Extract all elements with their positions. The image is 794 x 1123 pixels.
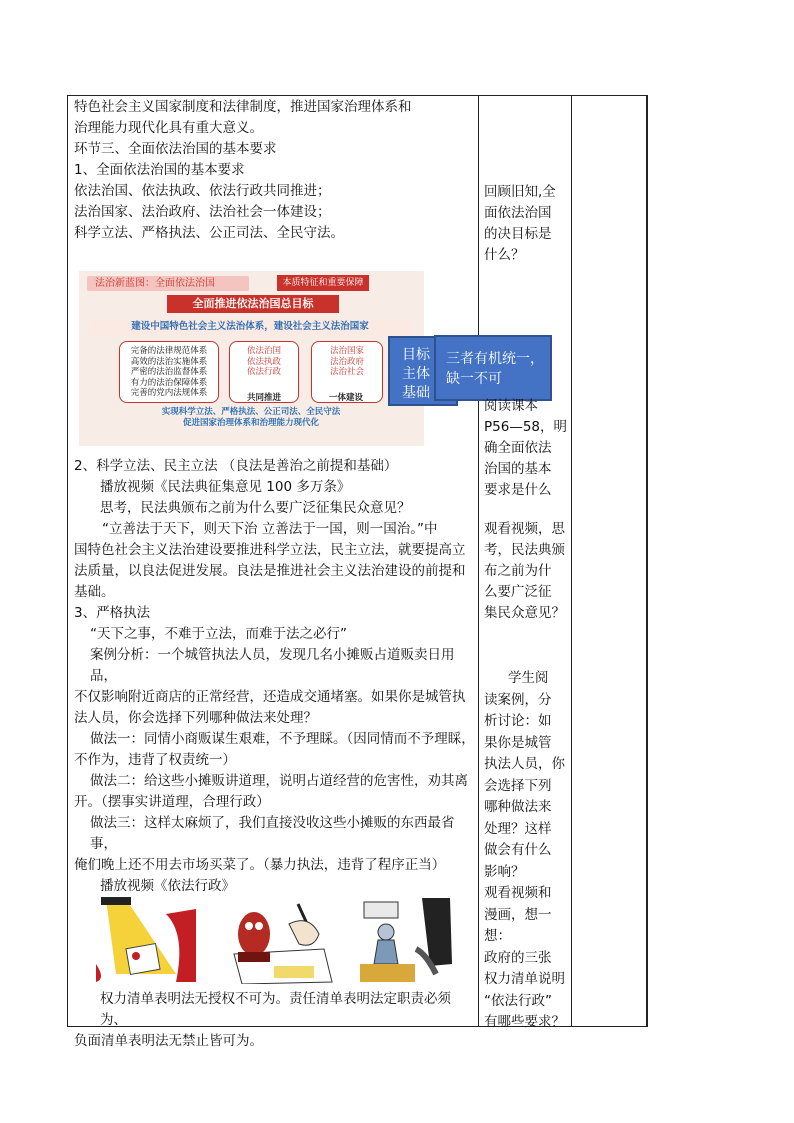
diagram-goal: 全面推进依法治国总目标 bbox=[167, 295, 339, 313]
activity-line: 析讨论：如 bbox=[484, 713, 552, 729]
diagram-box-systems bbox=[119, 341, 219, 403]
activity-line: 什么？ bbox=[484, 247, 525, 263]
activity-line: 的决目标是 bbox=[484, 226, 552, 242]
section-heading: 环节三、全面依法治国的基本要求 bbox=[74, 141, 277, 157]
overlay-text: 主体 bbox=[402, 366, 430, 382]
activity-line: 确全面依法 bbox=[484, 440, 552, 456]
diagram-tag: 本质特征和重要保障 bbox=[277, 275, 369, 291]
diagram-text: 完备的法律规范体系 bbox=[130, 346, 208, 356]
diagram-text: 法治政府 bbox=[329, 356, 364, 367]
diagram-footer bbox=[91, 407, 411, 429]
overlay-text: 缺一不可 bbox=[446, 371, 502, 387]
activity-line: 政府的三张 bbox=[484, 949, 552, 966]
activity-line: 阅读课本 bbox=[484, 398, 538, 414]
quote: “天下之事，不难于立法，而难于法之必行” bbox=[90, 626, 347, 642]
activity-line: “依法行政” bbox=[484, 992, 552, 1009]
diagram-text: 高效的法治实施体系 bbox=[130, 356, 208, 367]
text-line: 法治国家、法治政府、法治社会一体建设； bbox=[74, 204, 331, 220]
text-line: 负面清单表明法无禁止皆可为。 bbox=[74, 1033, 263, 1049]
text-line: 案例分析：一个城管执法人员，发现几名小摊贩占道贩卖日用品， bbox=[90, 647, 455, 684]
text-line: 法质量，以良法促进发展。良法是推进社会主义法治建设的前提和 bbox=[74, 563, 466, 579]
overlay-text: 目标 bbox=[402, 347, 430, 363]
text-line: 不仅影响附近商店的正常经营，还造成交通堵塞。如果你是城管执 bbox=[74, 689, 466, 705]
column-divider bbox=[646, 96, 647, 1026]
overlay-text: 基础 bbox=[402, 385, 430, 401]
activity-line: 集民众意见？ bbox=[484, 605, 565, 621]
activity-line: 做会有什么 bbox=[484, 842, 552, 858]
activity-line: 面依法治国 bbox=[484, 205, 552, 221]
diagram-label: 共同推进 bbox=[247, 393, 282, 403]
activity-line: 么要广泛征 bbox=[484, 584, 552, 600]
activity-line: P56—58，明 bbox=[484, 419, 567, 435]
text-line: 法人员，你会选择下列哪种做法来处理？ bbox=[74, 710, 317, 726]
diagram-text: 依法行政 bbox=[246, 367, 281, 377]
activity-line: 回顾旧知,全 bbox=[484, 184, 556, 200]
diagram-text: 有力的法治保障体系 bbox=[130, 377, 208, 388]
activity-line: 会选择下列 bbox=[484, 777, 552, 794]
text-line: 开。（摆事实讲道理，合理行政） bbox=[74, 794, 270, 810]
activity-line: 考，民法典颁 bbox=[484, 542, 565, 558]
text-line: 特色社会主义国家制度和法律制度，推进国家治理体系和 bbox=[74, 99, 412, 115]
activity-line: 漫画，想一想： bbox=[484, 906, 552, 944]
diagram-label: 一体建设 bbox=[329, 393, 364, 403]
diagram-text: 完善的党内法规体系 bbox=[130, 388, 208, 398]
text-line: 做法一：同情小商贩谋生艰难，不予理睬。（因同情而不予理睬， bbox=[90, 731, 475, 747]
text-line: 权力清单表明法无授权不可为。责任清单表明法定职责必须为、 bbox=[100, 991, 451, 1028]
text-line: 基础。 bbox=[74, 584, 115, 600]
overlay-text: 三者有机统一， bbox=[446, 351, 544, 367]
text-line: 播放视频《民法典征集意见 100 多万条》 bbox=[100, 479, 351, 495]
diagram-text: 促进国家治理体系和治理能力现代化 bbox=[182, 418, 319, 428]
diagram-header: 法治新蓝图：全面依法治国 bbox=[87, 276, 249, 291]
text-line: 做法二：给这些小摊贩讲道理，说明占道经营的危害性，劝其离 bbox=[90, 773, 468, 789]
text-line: 俺们晚上还不用去市场买菜了。（暴力执法，违背了程序正当） bbox=[74, 857, 446, 873]
text-line: 做法三：这样太麻烦了，我们直接没收这些小摊贩的东西最省事， bbox=[90, 815, 455, 852]
diagram-text: 法治社会 bbox=[329, 367, 364, 377]
stamp-responsibility-list-icon bbox=[214, 894, 338, 986]
activity-line: 要求是什么 bbox=[484, 482, 552, 498]
diagram-build: 建设中国特色社会主义法治体系，建设社会主义法治国家 bbox=[89, 319, 411, 335]
text-line: 科学立法、严格执法、公正司法、全民守法。 bbox=[74, 225, 344, 241]
text-line: 思考，民法典颁布之前为什么要广泛征集民众意见？ bbox=[100, 500, 411, 516]
diagram-text: 法治国家 bbox=[329, 346, 364, 356]
column-divider bbox=[478, 96, 479, 1026]
diagram-text: 依法执政 bbox=[246, 356, 281, 367]
activity-line: 学生阅 bbox=[508, 670, 549, 686]
rule-of-law-diagram bbox=[79, 271, 424, 446]
activity-line: 权力清单说明 bbox=[484, 971, 565, 987]
subheading: 1、全面依法治国的基本要求 bbox=[74, 162, 245, 178]
subheading: 2、科学立法、民主立法 （良法是善治之前提和基础） bbox=[74, 458, 398, 474]
activity-line: 影响？ bbox=[484, 863, 525, 880]
text-line: 播放视频《依法行政》 bbox=[100, 878, 235, 894]
diagram-text: 严密的法治监督体系 bbox=[130, 367, 208, 377]
activity-line: 果你是城管 bbox=[484, 734, 552, 751]
diagram-text: 实现科学立法、严格执法、公正司法、全民守法 bbox=[161, 407, 341, 417]
text-line: 依法治国、依法执政、依法行政共同推进； bbox=[74, 183, 331, 199]
column-divider bbox=[571, 96, 572, 1026]
activity-line: 观看视频和 bbox=[484, 885, 552, 901]
text-line: “立善法于天下，则天下治 立善法于一国，则一国治。”中 bbox=[102, 521, 438, 537]
text-line: 国特色社会主义法治建设要推进科学立法，民主立法，就要提高立 bbox=[74, 542, 466, 558]
spotlight-document-icon bbox=[96, 894, 196, 986]
diagram-text: 依法治国 bbox=[246, 346, 281, 356]
text-line: 不作为，违背了权责统一） bbox=[74, 752, 236, 768]
activity-line: 执法人员，你 bbox=[484, 756, 565, 772]
activity-line: 治国的基本 bbox=[484, 461, 552, 477]
subheading: 3、严格执法 bbox=[74, 605, 151, 621]
activity-line: 处理？这样 bbox=[484, 820, 552, 837]
activity-line: 读案例，分 bbox=[484, 691, 552, 708]
negative-list-figure-icon bbox=[356, 894, 456, 986]
overlay-big-box bbox=[434, 335, 552, 401]
activity-line: 有哪些要求？ bbox=[484, 1014, 565, 1030]
activity-line: 观看视频，思 bbox=[484, 521, 565, 537]
activity-line: 哪种做法来 bbox=[484, 799, 552, 815]
lesson-table bbox=[67, 95, 648, 1049]
activity-line: 布之前为什 bbox=[484, 563, 552, 579]
text-line: 治理能力现代化具有重大意义。 bbox=[74, 120, 263, 136]
